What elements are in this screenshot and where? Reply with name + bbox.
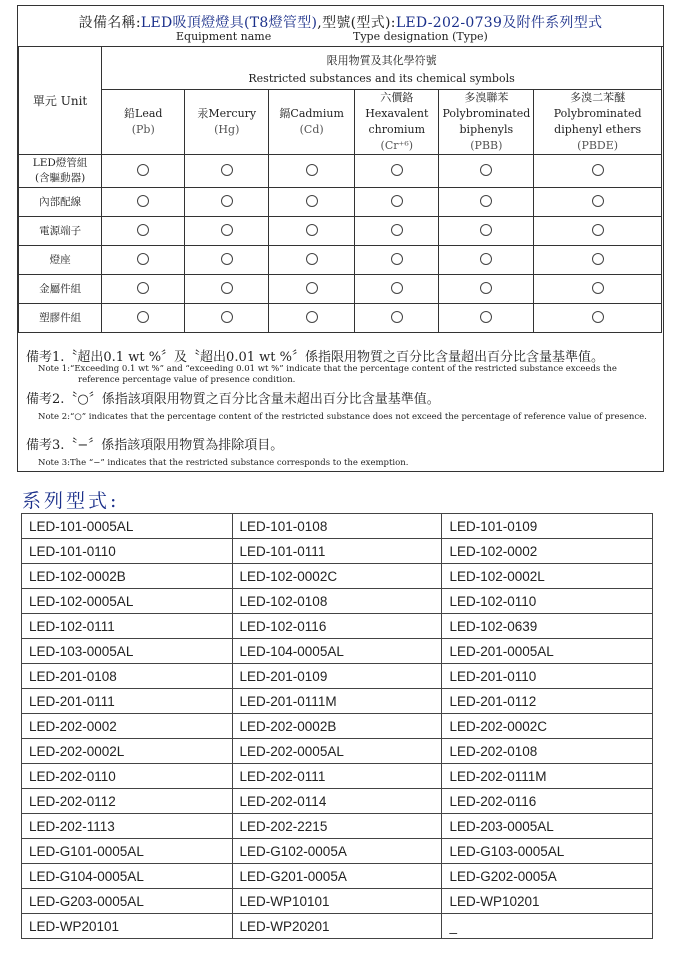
circle-mark-icon <box>221 164 233 176</box>
presence-cell <box>534 155 662 188</box>
series-model-cell: LED-WP20101 <box>22 914 233 939</box>
substance-header-3 <box>355 90 439 155</box>
component-row <box>19 188 662 217</box>
component-label-line: 內部配線 <box>39 195 82 208</box>
series-model-cell: LED-102-0639 <box>442 614 653 639</box>
component-label-line: 電源端子 <box>39 224 82 237</box>
circle-mark-icon <box>480 164 492 176</box>
note1-zh: 備考1.〝超出0.1 wt %〞及〝超出0.01 wt %〞係指限用物質之百分比含量超出百分比含量基準值。 <box>26 350 604 365</box>
series-model-cell: _ <box>442 914 653 939</box>
substance-header-2 <box>269 90 355 155</box>
substance-header-line: (Cr⁺⁶) <box>380 139 414 152</box>
circle-mark-icon <box>480 282 492 294</box>
component-label-line: 燈座 <box>49 253 71 266</box>
series-model-cell: LED-G104-0005AL <box>22 864 233 889</box>
presence-cell <box>269 246 355 275</box>
substances-header <box>102 47 662 90</box>
circle-mark-icon <box>592 224 604 236</box>
presence-cell <box>102 155 185 188</box>
presence-cell <box>269 188 355 217</box>
restricted-substances-table <box>18 46 662 333</box>
series-model-table <box>21 513 653 939</box>
series-model-cell: LED-103-0005AL <box>22 639 233 664</box>
series-model-cell: LED-102-0002 <box>442 539 653 564</box>
series-row <box>22 639 653 664</box>
circle-mark-icon <box>221 195 233 207</box>
note2-en: Note 2:“○” indicates that the percentage content of the restricted substance does not exceed the percentage of reference value of presence. <box>38 412 647 422</box>
series-model-cell: LED-202-2215 <box>232 814 442 839</box>
circle-mark-icon <box>306 224 318 236</box>
substance-header-line: 多溴聯苯 <box>464 91 509 104</box>
series-model-cell: LED-202-0002L <box>22 739 233 764</box>
series-model-cell: LED-202-0108 <box>442 739 653 764</box>
note1-en-cont: reference percentage value of presence condition. <box>78 375 296 385</box>
circle-mark-icon <box>221 282 233 294</box>
rohs-declaration-box <box>17 5 664 472</box>
series-title: 系列型式: <box>22 490 120 512</box>
circle-mark-icon <box>592 164 604 176</box>
circle-mark-icon <box>137 195 149 207</box>
series-model-cell: LED-202-0114 <box>232 789 442 814</box>
presence-cell <box>102 304 185 333</box>
note3-en: Note 3:The “−” indicates that the restricted substance corresponds to the exemption. <box>38 458 409 468</box>
series-model-cell: LED-G101-0005AL <box>22 839 233 864</box>
component-label-line: (含驅動器) <box>34 172 86 184</box>
circle-mark-icon <box>391 164 403 176</box>
series-row <box>22 889 653 914</box>
substance-header-line: (Cd) <box>299 123 324 136</box>
series-model-cell: LED-101-0111 <box>232 539 442 564</box>
presence-cell <box>534 275 662 304</box>
presence-cell <box>185 304 269 333</box>
substance-header-line: (Pb) <box>131 123 155 136</box>
presence-cell <box>439 246 534 275</box>
series-model-cell: LED-G202-0005A <box>442 864 653 889</box>
series-row <box>22 839 653 864</box>
substance-header-line: Polybrominated <box>553 107 642 120</box>
circle-mark-icon <box>306 311 318 323</box>
series-model-cell: LED-102-0110 <box>442 589 653 614</box>
series-model-cell: LED-201-0111 <box>22 689 233 714</box>
presence-cell <box>355 275 439 304</box>
series-model-cell: LED-G102-0005A <box>232 839 442 864</box>
series-model-cell: LED-101-0108 <box>232 514 442 539</box>
series-model-cell: LED-202-1113 <box>22 814 233 839</box>
note2-zh: 備考2.〝○〞係指該項限用物質之百分比含量未超出百分比含量基準值。 <box>26 392 440 407</box>
circle-mark-icon <box>480 311 492 323</box>
circle-mark-icon <box>480 224 492 236</box>
substance-header-line: (PBB) <box>470 139 503 152</box>
series-model-cell: LED-201-0110 <box>442 664 653 689</box>
component-label <box>19 246 102 275</box>
component-label <box>19 304 102 333</box>
series-model-cell: LED-201-0109 <box>232 664 442 689</box>
series-row <box>22 739 653 764</box>
presence-cell <box>534 188 662 217</box>
series-model-cell: LED-102-0002B <box>22 564 233 589</box>
presence-cell <box>439 275 534 304</box>
presence-cell <box>269 275 355 304</box>
substance-header-5 <box>534 90 662 155</box>
circle-mark-icon <box>137 282 149 294</box>
series-model-cell: LED-201-0111M <box>232 689 442 714</box>
substance-header-line: chromium <box>368 123 426 136</box>
equipment-name-en: Equipment name <box>176 30 272 43</box>
presence-cell <box>102 246 185 275</box>
presence-cell <box>439 155 534 188</box>
component-row <box>19 304 662 333</box>
substance-header-line: 鉛Lead <box>124 107 163 120</box>
presence-cell <box>534 246 662 275</box>
substance-header-line: 汞Mercury <box>197 107 257 120</box>
series-row <box>22 614 653 639</box>
substance-header-1 <box>185 90 269 155</box>
series-row <box>22 714 653 739</box>
substance-header-line: Hexavalent <box>365 107 429 120</box>
substances-title-en: Restricted substances and its chemical symbols <box>248 71 515 85</box>
series-model-cell: LED-202-0005AL <box>232 739 442 764</box>
series-row <box>22 539 653 564</box>
equipment-header <box>18 6 663 47</box>
circle-mark-icon <box>137 311 149 323</box>
equipment-title-line <box>18 12 663 32</box>
series-model-cell: LED-202-0112 <box>22 789 233 814</box>
equipment-name-value: LED吸頂燈燈具(T8燈管型) <box>140 15 318 31</box>
presence-cell <box>355 246 439 275</box>
series-model-cell: LED-202-0002 <box>22 714 233 739</box>
series-model-cell: LED-WP10201 <box>442 889 653 914</box>
presence-cell <box>355 155 439 188</box>
substance-header-line: biphenyls <box>459 123 514 136</box>
presence-cell <box>269 304 355 333</box>
series-model-cell: LED-104-0005AL <box>232 639 442 664</box>
substance-header-4 <box>439 90 534 155</box>
series-model-cell: LED-102-0116 <box>232 614 442 639</box>
circle-mark-icon <box>306 282 318 294</box>
series-model-cell: LED-101-0005AL <box>22 514 233 539</box>
component-row <box>19 155 662 188</box>
series-model-cell: LED-202-0111M <box>442 764 653 789</box>
substance-header-line: diphenyl ethers <box>554 123 642 136</box>
series-model-cell: LED-203-0005AL <box>442 814 653 839</box>
circle-mark-icon <box>592 253 604 265</box>
presence-cell <box>269 155 355 188</box>
series-model-cell: LED-G103-0005AL <box>442 839 653 864</box>
series-row <box>22 664 653 689</box>
substance-header-line: (Hg) <box>214 123 240 136</box>
presence-cell <box>439 188 534 217</box>
circle-mark-icon <box>592 195 604 207</box>
presence-cell <box>102 275 185 304</box>
unit-header: 單元 Unit <box>19 47 102 155</box>
component-label <box>19 188 102 217</box>
series-model-cell: LED-WP10101 <box>232 889 442 914</box>
presence-cell <box>185 246 269 275</box>
presence-cell <box>185 217 269 246</box>
presence-cell <box>185 188 269 217</box>
circle-mark-icon <box>221 253 233 265</box>
presence-cell <box>269 217 355 246</box>
series-model-cell: LED-202-0111 <box>232 764 442 789</box>
circle-mark-icon <box>592 282 604 294</box>
type-designation-en: Type designation (Type) <box>353 30 488 43</box>
presence-cell <box>439 304 534 333</box>
presence-cell <box>534 217 662 246</box>
presence-cell <box>355 217 439 246</box>
presence-cell <box>355 304 439 333</box>
series-model-cell: LED-101-0110 <box>22 539 233 564</box>
circle-mark-icon <box>391 282 403 294</box>
component-row <box>19 275 662 304</box>
series-model-cell: LED-101-0109 <box>442 514 653 539</box>
series-model-cell: LED-102-0005AL <box>22 589 233 614</box>
header-separator: , <box>317 15 323 31</box>
circle-mark-icon <box>306 195 318 207</box>
component-label <box>19 155 102 188</box>
component-label-line: 金屬件組 <box>39 282 82 295</box>
circle-mark-icon <box>306 253 318 265</box>
presence-cell <box>102 188 185 217</box>
series-model-cell: LED-WP20201 <box>232 914 442 939</box>
substance-header-line: 鎘Cadmium <box>279 107 344 120</box>
circle-mark-icon <box>480 195 492 207</box>
presence-cell <box>102 217 185 246</box>
circle-mark-icon <box>306 164 318 176</box>
presence-cell <box>439 217 534 246</box>
component-row <box>19 217 662 246</box>
note3-zh: 備考3.〝−〞係指該項限用物質為排除項目。 <box>26 438 284 453</box>
series-model-cell: LED-202-0116 <box>442 789 653 814</box>
component-row <box>19 246 662 275</box>
circle-mark-icon <box>391 224 403 236</box>
series-row <box>22 564 653 589</box>
presence-cell <box>355 188 439 217</box>
series-row <box>22 914 653 939</box>
series-row <box>22 514 653 539</box>
circle-mark-icon <box>592 311 604 323</box>
circle-mark-icon <box>221 311 233 323</box>
circle-mark-icon <box>137 253 149 265</box>
series-model-cell: LED-202-0002C <box>442 714 653 739</box>
presence-cell <box>185 155 269 188</box>
series-model-cell: LED-201-0005AL <box>442 639 653 664</box>
series-model-cell: LED-G203-0005AL <box>22 889 233 914</box>
series-model-cell: LED-G201-0005A <box>232 864 442 889</box>
series-model-cell: LED-102-0002L <box>442 564 653 589</box>
series-row <box>22 689 653 714</box>
series-model-cell: LED-201-0112 <box>442 689 653 714</box>
series-model-cell: LED-202-0002B <box>232 714 442 739</box>
presence-cell <box>185 275 269 304</box>
series-model-cell: LED-102-0002C <box>232 564 442 589</box>
series-model-cell: LED-202-0110 <box>22 764 233 789</box>
circle-mark-icon <box>480 253 492 265</box>
circle-mark-icon <box>221 224 233 236</box>
circle-mark-icon <box>391 253 403 265</box>
substance-header-0 <box>102 90 185 155</box>
series-row <box>22 764 653 789</box>
substance-header-line: Polybrominated <box>442 107 531 120</box>
circle-mark-icon <box>137 164 149 176</box>
component-label <box>19 275 102 304</box>
series-row <box>22 589 653 614</box>
series-row <box>22 864 653 889</box>
series-row <box>22 789 653 814</box>
series-model-cell: LED-102-0111 <box>22 614 233 639</box>
series-model-cell: LED-201-0108 <box>22 664 233 689</box>
series-row <box>22 814 653 839</box>
component-label-line: 塑膠件組 <box>39 311 82 324</box>
series-model-cell: LED-102-0108 <box>232 589 442 614</box>
component-label <box>19 217 102 246</box>
type-value: LED-202-0739及附件系列型式 <box>395 15 603 31</box>
type-label: 型號(型式): <box>322 15 396 31</box>
equipment-name-label: 設備名稱: <box>78 15 141 31</box>
substance-header-line: (PBDE) <box>577 139 619 152</box>
circle-mark-icon <box>391 195 403 207</box>
presence-cell <box>534 304 662 333</box>
substance-header-line: 多溴二苯醚 <box>570 91 626 104</box>
circle-mark-icon <box>137 224 149 236</box>
component-label-line: LED燈管組 <box>32 157 88 169</box>
circle-mark-icon <box>391 311 403 323</box>
note1-en: Note 1:“Exceeding 0.1 wt %” and “exceeding 0.01 wt %” indicate that the percentage content of the restricted substance exceeds the <box>38 364 617 374</box>
substances-title-zh: 限用物質及其化學符號 <box>326 53 437 67</box>
substance-header-line: 六價鉻 <box>380 91 414 104</box>
